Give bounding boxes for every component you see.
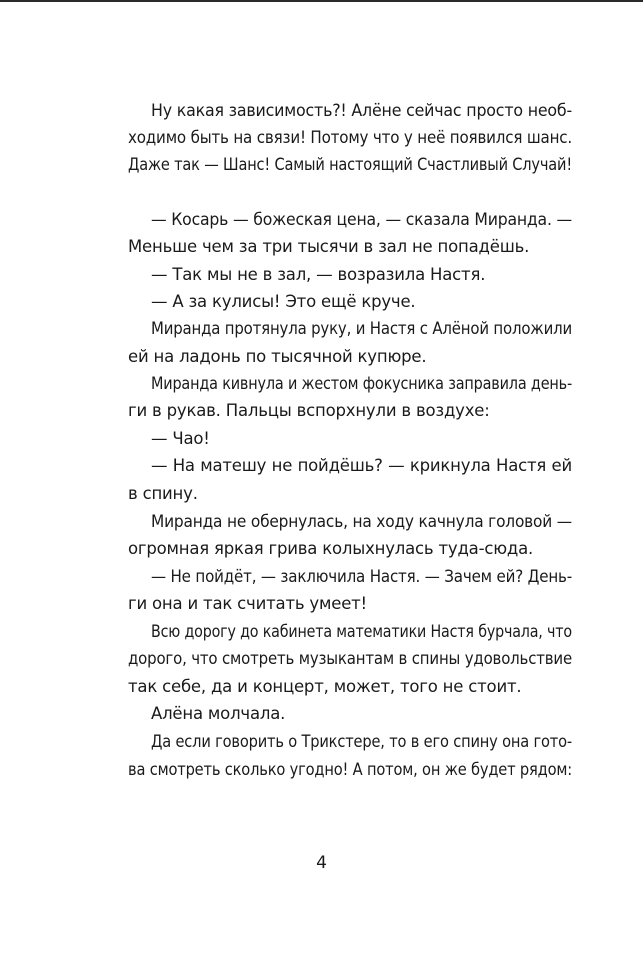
text-line: Даже так — Шанс! Самый настоящий Счастливый Случай!	[128, 155, 572, 174]
text-line: Ну какая зависимость?! Алёне сейчас просто необ-	[151, 101, 572, 120]
text-line: ги она и так считать умеет!	[128, 594, 367, 613]
text-line: — Косарь — божеская цена, — сказала Миранда. —	[151, 210, 573, 229]
text-line: дорого, что смотреть музыкантам в спины удовольствие	[128, 649, 572, 668]
text-line: ва смотреть сколько угодно! А потом, он же будет рядом:	[128, 760, 573, 779]
text-line: Миранда протянула руку, и Настя с Алёной положили	[151, 319, 572, 338]
text-line: ей на ладонь по тысячной купюре.	[128, 347, 427, 366]
page-number: 4	[316, 853, 327, 873]
text-line: — На матешу не пойдёшь? — крикнула Настя ей	[151, 456, 572, 475]
text-line: — Чао!	[151, 429, 210, 448]
text-line: Миранда кивнула и жестом фокусника заправила день-	[151, 374, 572, 393]
text-line: Меньше чем за три тысячи в зал не попадёшь.	[128, 237, 530, 256]
text-line: так себе, да и концерт, может, того не стоит.	[128, 677, 522, 696]
text-line: в спину.	[128, 484, 198, 503]
text-line: Миранда не обернулась, на ходу качнула головой —	[151, 512, 572, 531]
text-line: Да если говорить о Трикстере, то в его спину она гото-	[151, 732, 572, 751]
text-line: Алёна молчала.	[151, 704, 286, 723]
text-line: ги в рукав. Пальцы вспорхнули в воздухе:	[128, 401, 490, 420]
text-line: Всю дорогу до кабинета математики Настя бурчала, что	[151, 622, 572, 641]
text-line: — Так мы не в зал, — возразила Настя.	[151, 265, 486, 284]
text-line: — А за кулисы! Это ещё круче.	[151, 292, 416, 311]
text-line: — Не пойдёт, — заключила Настя. — Зачем ей? День-	[151, 567, 572, 586]
text-line: ходимо быть на связи! Потому что у неё появился шанс.	[128, 128, 573, 147]
text-line: огромная яркая грива колыхнулась туда-сюда.	[128, 539, 534, 558]
